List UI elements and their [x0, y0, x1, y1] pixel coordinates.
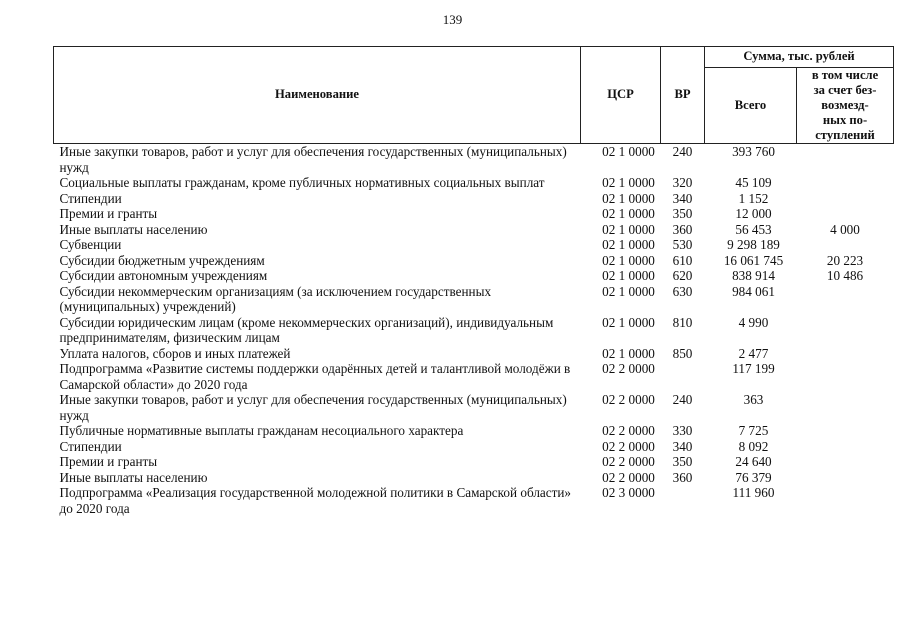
- row-total: 24 640: [735, 454, 772, 469]
- row-vr: 850: [672, 345, 693, 361]
- row-incl: [797, 284, 894, 315]
- row-csr: 02 3 0000: [602, 485, 655, 500]
- row-incl: [797, 423, 894, 439]
- row-csr: 02 1 0000: [602, 144, 655, 159]
- row-total: 393 760: [732, 144, 775, 159]
- header-incl-line: ступлений: [815, 128, 875, 142]
- table-row: [54, 144, 894, 176]
- row-name: Социальные выплаты гражданам, кроме публичных нормативных социальных выплат: [59, 175, 545, 190]
- row-incl: [797, 144, 894, 176]
- row-total: 76 379: [735, 469, 772, 485]
- row-incl: 10 486: [826, 268, 864, 283]
- header-incl: [797, 68, 894, 144]
- row-vr: 340: [672, 438, 693, 454]
- row-total: 111 960: [732, 485, 775, 500]
- row-incl: [797, 392, 894, 423]
- row-total: 838 914: [732, 268, 775, 283]
- header-incl-line: в том числе: [811, 68, 879, 82]
- page-number: 139: [442, 12, 463, 27]
- row-incl: [797, 206, 894, 222]
- header-vr: ВР: [661, 47, 705, 144]
- row-name: Иные закупки товаров, работ и услуг для обеспечения государственных (муниципальных) нужд: [59, 144, 567, 175]
- table-row: [54, 470, 894, 486]
- row-total: 984 061: [732, 283, 775, 299]
- table-row: [54, 392, 894, 423]
- row-vr: 340: [672, 190, 693, 206]
- row-incl: [797, 237, 894, 253]
- row-name: Иные закупки товаров, работ и услуг для обеспечения государственных (муниципальных) нужд: [59, 392, 567, 423]
- table-row: [54, 191, 894, 207]
- row-incl: [797, 361, 894, 392]
- row-csr: 02 1 0000: [602, 237, 655, 252]
- table-row: [54, 284, 894, 315]
- row-csr: 02 2 0000: [602, 438, 655, 454]
- row-name: Иные выплаты населению: [59, 469, 208, 485]
- row-vr: 240: [672, 144, 693, 159]
- table-row: [54, 315, 894, 346]
- row-vr: 810: [672, 314, 693, 330]
- row-incl: [797, 485, 894, 516]
- row-vr: 530: [672, 237, 693, 252]
- row-vr: [661, 485, 705, 516]
- row-incl: [797, 191, 894, 207]
- row-total: 9 298 189: [727, 237, 780, 252]
- header-incl-line: за счет без-: [813, 83, 877, 97]
- row-total: 1 152: [738, 190, 769, 206]
- row-vr: 630: [672, 283, 693, 299]
- budget-table: [53, 46, 894, 516]
- header-name: Наименование: [54, 47, 581, 144]
- row-vr: 620: [672, 268, 693, 283]
- table-header: [54, 47, 894, 144]
- table-row: [54, 175, 894, 191]
- row-total: 12 000: [735, 206, 772, 221]
- header-sum: Сумма, тыс. рублей: [705, 47, 894, 68]
- row-name: Подпрограмма «Развитие системы поддержки одарённых детей и талантливой молодёжи в Самарской области» до 2020 года: [59, 361, 571, 392]
- row-csr: 02 1 0000: [602, 314, 655, 330]
- header-csr: ЦСР: [581, 47, 661, 144]
- row-total: 8 092: [738, 438, 769, 454]
- row-total: 16 061 745: [723, 252, 784, 268]
- row-csr: 02 1 0000: [602, 283, 655, 299]
- row-vr: 610: [672, 252, 693, 268]
- header-incl-line: ных по-: [822, 113, 868, 127]
- row-name: Субсидии юридическим лицам (кроме некоммерческих организаций), индивидуальным предпринимателям, физическим лицам: [59, 314, 554, 345]
- row-incl: [797, 175, 894, 191]
- row-csr: 02 2 0000: [602, 392, 655, 407]
- row-vr: 360: [672, 469, 693, 485]
- table-row: [54, 206, 894, 222]
- row-total: 2 477: [738, 345, 769, 361]
- row-vr: 240: [672, 392, 693, 407]
- row-name: Субсидии некоммерческим организациям (за исключением государственных (муниципальных) учреждений): [59, 283, 492, 314]
- row-incl: [797, 470, 894, 486]
- row-vr: 350: [672, 206, 693, 221]
- row-name: Иные выплаты населению: [59, 221, 208, 237]
- row-csr: 02 1 0000: [602, 190, 655, 206]
- row-name: Публичные нормативные выплаты гражданам несоциального характера: [59, 423, 464, 438]
- row-csr: 02 1 0000: [602, 221, 655, 237]
- row-name: Премии и гранты: [59, 206, 158, 221]
- row-incl: 4 000: [830, 221, 860, 237]
- row-total: 363: [743, 392, 764, 407]
- row-csr: 02 1 0000: [602, 252, 655, 268]
- row-vr: [661, 361, 705, 392]
- header-total: Всего: [705, 68, 797, 144]
- row-name: Стипендии: [59, 438, 122, 454]
- row-csr: 02 1 0000: [602, 345, 655, 361]
- row-name: Премии и гранты: [59, 454, 158, 469]
- table-body: [54, 144, 894, 517]
- row-total: 56 453: [735, 221, 772, 237]
- row-total: 4 990: [738, 314, 769, 330]
- row-csr: 02 1 0000: [602, 175, 655, 190]
- row-incl: [797, 346, 894, 362]
- row-name: Субвенции: [59, 237, 122, 252]
- row-total: 45 109: [735, 175, 772, 190]
- row-vr: 360: [672, 221, 693, 237]
- row-incl: [797, 439, 894, 455]
- table-row: [54, 454, 894, 470]
- row-name: Уплата налогов, сборов и иных платежей: [59, 345, 291, 361]
- header-incl-line: возмезд-: [821, 98, 869, 112]
- table-row: [54, 439, 894, 455]
- row-vr: 330: [672, 423, 693, 438]
- row-name: Подпрограмма «Реализация государственной молодежной политики в Самарской области» до 2020 года: [59, 485, 572, 516]
- table-row: [54, 237, 894, 253]
- row-total: 117 199: [732, 361, 775, 376]
- table-row: [54, 222, 894, 238]
- row-csr: 02 2 0000: [602, 361, 655, 376]
- row-csr: 02 2 0000: [602, 454, 655, 469]
- row-vr: 320: [672, 175, 693, 190]
- row-vr: 350: [672, 454, 693, 469]
- row-incl: [797, 454, 894, 470]
- row-name: Стипендии: [59, 190, 122, 206]
- row-csr: 02 1 0000: [602, 268, 655, 283]
- row-name: Субсидии автономным учреждениям: [59, 268, 268, 283]
- row-incl: 20 223: [826, 252, 864, 268]
- table-row: [54, 361, 894, 392]
- table-row: [54, 253, 894, 269]
- row-csr: 02 2 0000: [602, 469, 655, 485]
- row-total: 7 725: [738, 423, 769, 438]
- table-row: [54, 346, 894, 362]
- table-row: [54, 485, 894, 516]
- table-row: [54, 268, 894, 284]
- row-name: Субсидии бюджетным учреждениям: [59, 252, 265, 268]
- row-csr: 02 2 0000: [602, 423, 655, 438]
- row-csr: 02 1 0000: [602, 206, 655, 221]
- table-row: [54, 423, 894, 439]
- row-incl: [797, 315, 894, 346]
